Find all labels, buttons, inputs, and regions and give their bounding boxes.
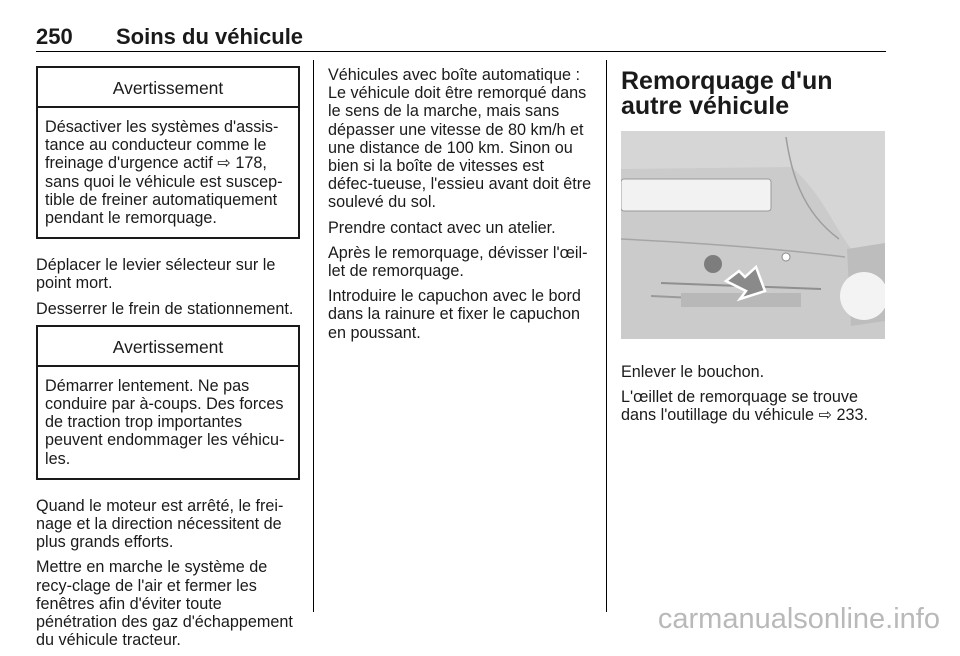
column-divider-2 [606, 60, 607, 612]
rear-bumper-illustration [621, 131, 885, 339]
paragraph: Mettre en marche le système de recy-clage de l'air et fermer les fenêtres afin d'éviter toute pénétration des gaz d'échappement du véhicule tracteur. [36, 558, 293, 650]
column-1 [36, 66, 300, 656]
column-2 [328, 66, 592, 349]
header-rule [36, 51, 886, 52]
warning-box-2 [36, 325, 300, 480]
warning-box-1 [36, 66, 300, 239]
paragraph: Après le remorquage, dévisser l'œil-let de remorquage. [328, 243, 588, 281]
paragraph: Desserrer le frein de stationnement. [36, 299, 294, 318]
paragraph: Prendre contact avec un atelier. [328, 218, 556, 237]
section-title: Remorquage d'un autre véhicule [621, 67, 833, 120]
warning-text-2: Démarrer lentement. Ne pas conduire par à-coups. Des forces de traction trop importantes peuvent endommager les véhicu-les. [45, 376, 285, 468]
watermark: carmanualsonline.info [657, 603, 940, 635]
paragraph: Introduire le capuchon avec le bord dans la rainure et fixer le capuchon en poussant. [328, 287, 581, 342]
page-number: 250 [36, 24, 73, 49]
towing-eye-photo [621, 131, 885, 339]
warning-text-1: Désactiver les systèmes d'assis-tance au conducteur comme le freinage d'urgence actif ⇨ 178, sans quoi le véhicule est suscep-tible de freiner automatiquement pendant le remorquage. [45, 118, 283, 228]
warning-title-1: Avertissement [38, 68, 298, 108]
warning-title-2: Avertissement [38, 327, 298, 367]
paragraph: Enlever le bouchon. [621, 363, 765, 381]
column-3 [621, 66, 887, 432]
paragraph: Quand le moteur est arrêté, le frei-nage et la direction nécessitent de plus grands efforts. [36, 496, 284, 552]
paragraph: Véhicules avec boîte automatique : Le véhicule doit être remorqué dans le sens de la marche, mais sans dépasser une vitesse de 80 km/h et une distance de 100 km. Sinon ou bien si la boîte de vitesses est défec-tueuse, l'essieu avant doit être soulevé du sol. [328, 66, 592, 212]
column-divider-1 [313, 60, 314, 612]
paragraph: L'œillet de remorquage se trouve dans l'outillage du véhicule ⇨ 233. [621, 388, 869, 425]
page-title: Soins du véhicule [116, 24, 304, 49]
paragraph: Déplacer le levier sélecteur sur le point mort. [36, 256, 276, 293]
